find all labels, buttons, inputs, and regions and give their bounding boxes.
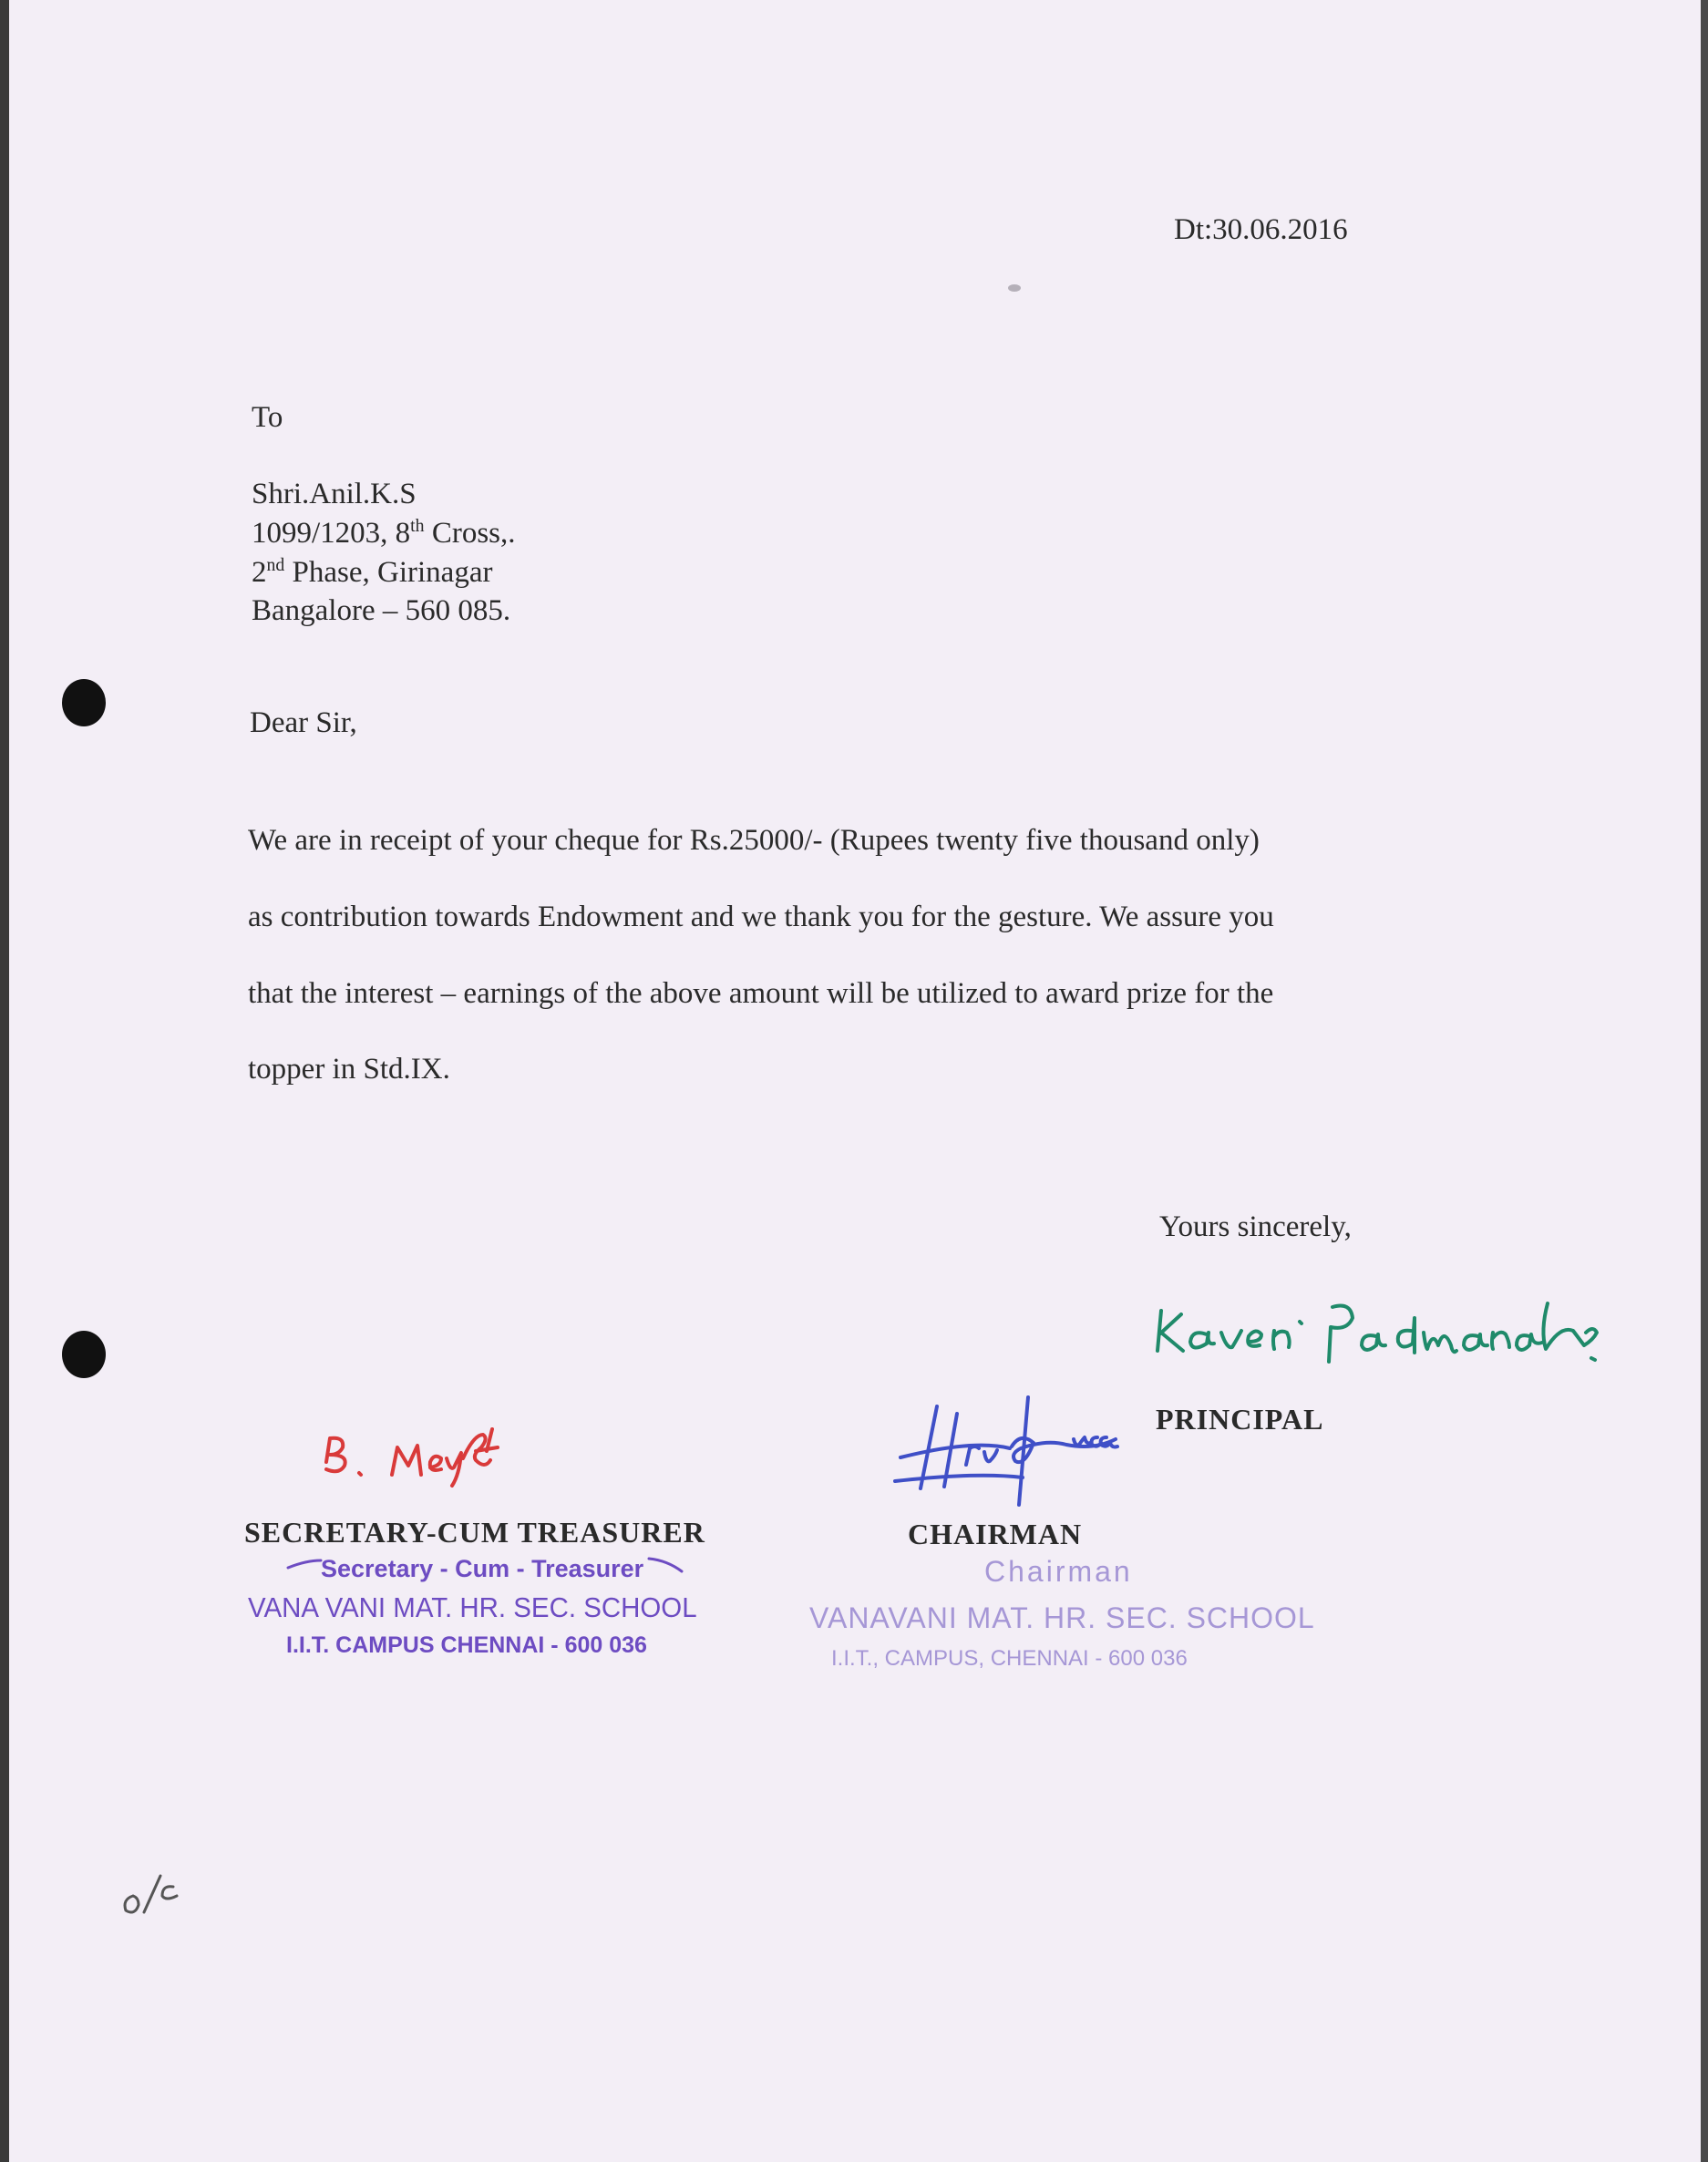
margin-note — [118, 1867, 191, 1921]
scan-edge-right — [1701, 0, 1708, 2162]
recipient-address-line3: Bangalore – 560 085. — [252, 594, 511, 627]
secretary-stamp-address: I.I.T. CAMPUS CHENNAI - 600 036 — [286, 1632, 647, 1658]
secretary-stamp-school: VANA VANI MAT. HR. SEC. SCHOOL — [248, 1591, 697, 1623]
scan-edge-left — [0, 0, 9, 2162]
body-line: as contribution towards Endowment and we thank you for the gesture. We assure you — [248, 901, 1274, 933]
recipient-name: Shri.Anil.K.S — [252, 478, 417, 510]
salutation: Dear Sir, — [250, 706, 357, 739]
body-line: We are in receipt of your cheque for Rs.25000/- (Rupees twenty five thousand only) — [248, 824, 1260, 857]
chairman-stamp-address: I.I.T., CAMPUS, CHENNAI - 600 036 — [831, 1646, 1188, 1671]
chairman-title: CHAIRMAN — [908, 1518, 1083, 1550]
body-line: that the interest – earnings of the above amount will be utilized to award prize for the — [248, 977, 1274, 1010]
secretary-signature — [319, 1422, 520, 1495]
chairman-signature — [891, 1397, 1137, 1507]
chairman-stamp-school: VANAVANI MAT. HR. SEC. SCHOOL — [809, 1601, 1315, 1634]
body-line: topper in Std.IX. — [248, 1053, 450, 1086]
chairman-stamp-title: Chairman — [984, 1555, 1133, 1588]
to-label: To — [252, 401, 283, 434]
scan-speck — [1008, 284, 1021, 292]
letter-date: Dt:30.06.2016 — [1174, 213, 1348, 246]
punch-hole-bottom — [62, 1331, 106, 1378]
closing: Yours sincerely, — [1159, 1210, 1352, 1243]
recipient-address-line1: 1099/1203, 8th Cross,. — [252, 516, 516, 550]
recipient-address-line2: 2nd Phase, Girinagar — [252, 555, 493, 589]
principal-signature — [1150, 1294, 1606, 1376]
punch-hole-top — [62, 679, 106, 726]
principal-title: PRINCIPAL — [1156, 1403, 1324, 1436]
secretary-stamp-title: Secretary - Cum - Treasurer — [321, 1555, 644, 1582]
secretary-title: SECRETARY-CUM TREASURER — [244, 1516, 705, 1549]
